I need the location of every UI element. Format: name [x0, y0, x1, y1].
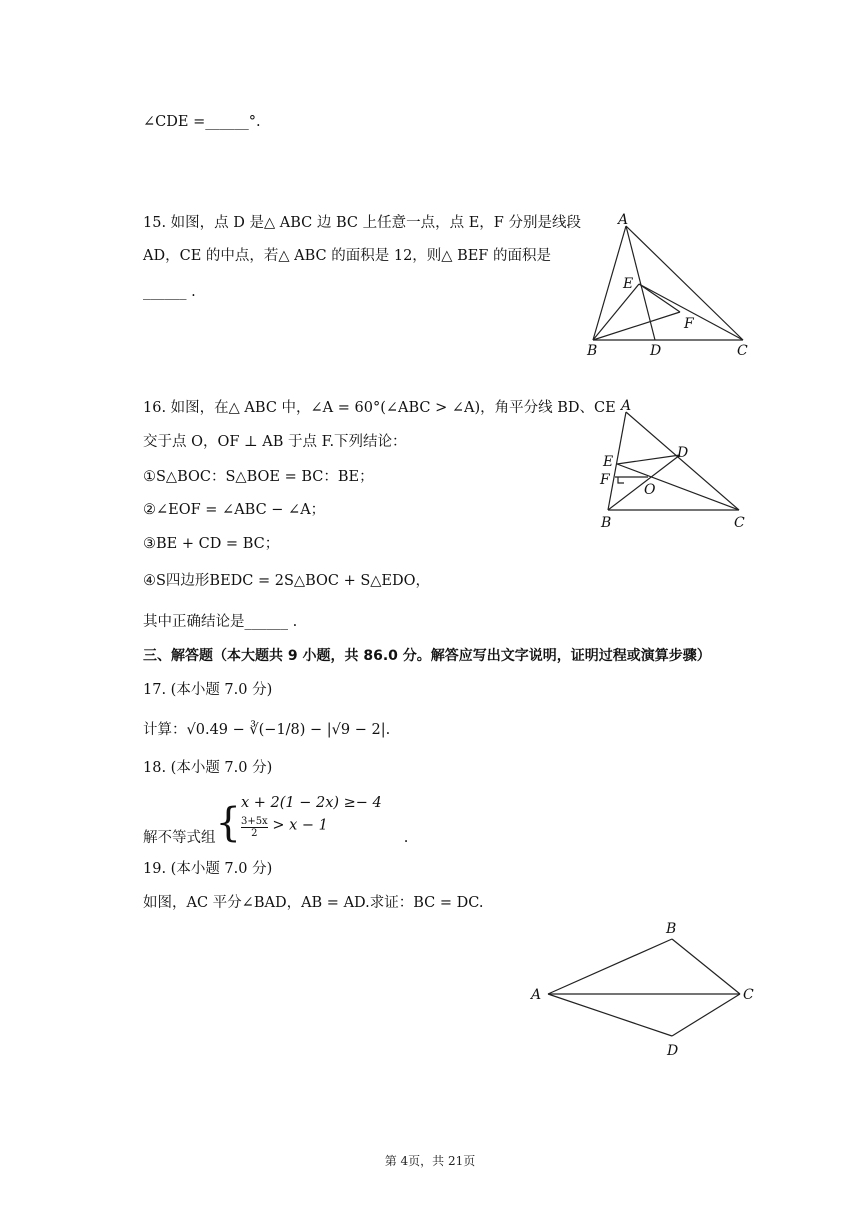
- q16-label-b: B: [601, 515, 612, 531]
- q19-label-b: B: [666, 921, 677, 937]
- q15-figure: [580, 212, 750, 362]
- q16-line1: 16. 如图，在△ ABC 中，∠A = 60°(∠ABC > ∠A)，角平分线 BD、CE: [143, 400, 616, 416]
- q15-line2: AD，CE 的中点，若△ ABC 的面积是 12，则△ BEF 的面积是: [143, 248, 551, 264]
- q16-answer-line: 其中正确结论是______ .: [143, 614, 298, 630]
- q19-figure: [524, 918, 764, 1063]
- q16-label-e: E: [603, 454, 614, 470]
- q16-label-a: A: [621, 398, 632, 414]
- q16-line2: 交于点 O，OF ⊥ AB 于点 F.下列结论：: [143, 434, 407, 450]
- page-footer: 第 4页，共 21页: [384, 1154, 476, 1168]
- q18-fraction-den: 2: [251, 827, 258, 839]
- q18-fraction-num: 3+5x: [240, 815, 268, 827]
- q18-suffix: .: [403, 830, 409, 846]
- q16-conclusion-3: ③BE + CD = BC；: [143, 536, 280, 552]
- q15-line1: 15. 如图，点 D 是△ ABC 边 BC 上任意一点，点 E，F 分别是线段: [143, 215, 581, 231]
- q18-body: [143, 793, 408, 845]
- q19-head: 19. (本小题 7.0 分): [143, 861, 273, 877]
- q15-label-c: C: [737, 343, 748, 359]
- q18-inequality-1: x + 2(1 − 2x) ≥− 4: [240, 794, 382, 811]
- q16-label-f: F: [600, 472, 610, 488]
- q15-label-a: A: [618, 212, 629, 228]
- q16-conclusion-2: ②∠EOF = ∠ABC − ∠A；: [143, 502, 326, 518]
- q18-prefix: 解不等式组: [143, 830, 216, 846]
- q16-conclusion-1: ①S△BOC：S△BOE = BC：BE；: [143, 469, 374, 485]
- top-answer-line: ∠CDE =______°.: [143, 114, 261, 130]
- q15-label-f: F: [684, 316, 694, 332]
- q16-label-d: D: [677, 445, 689, 461]
- q18-head: 18. (本小题 7.0 分): [143, 760, 273, 776]
- q15-label-e: E: [623, 276, 634, 292]
- q15-label-b: B: [587, 343, 598, 359]
- q19-label-d: D: [667, 1043, 679, 1059]
- q16-figure: [592, 398, 762, 536]
- q17-body: 计算：√0.49 − ∛(−1/8) − |√9 − 2|.: [143, 722, 391, 738]
- q15-line3: ______ .: [143, 284, 196, 300]
- q15-label-d: D: [650, 343, 662, 359]
- q18-inequality-2-rest: > x − 1: [272, 817, 328, 833]
- section-3-header: 三、解答题（本大题共 9 小题，共 86.0 分。解答应写出文字说明，证明过程或演算步骤）: [143, 648, 711, 664]
- q18-system: [241, 794, 382, 839]
- q16-label-c: C: [734, 515, 745, 531]
- q19-body: 如图，AC 平分∠BAD，AB = AD.求证：BC = DC.: [143, 895, 484, 911]
- q19-label-c: C: [743, 987, 754, 1003]
- q16-conclusion-4: ④S四边形BEDC = 2S△BOC + S△EDO，: [143, 573, 431, 589]
- q19-label-a: A: [531, 987, 542, 1003]
- q18-brace: {: [215, 800, 241, 846]
- q16-label-o: O: [644, 482, 656, 498]
- q17-head: 17. (本小题 7.0 分): [143, 682, 273, 698]
